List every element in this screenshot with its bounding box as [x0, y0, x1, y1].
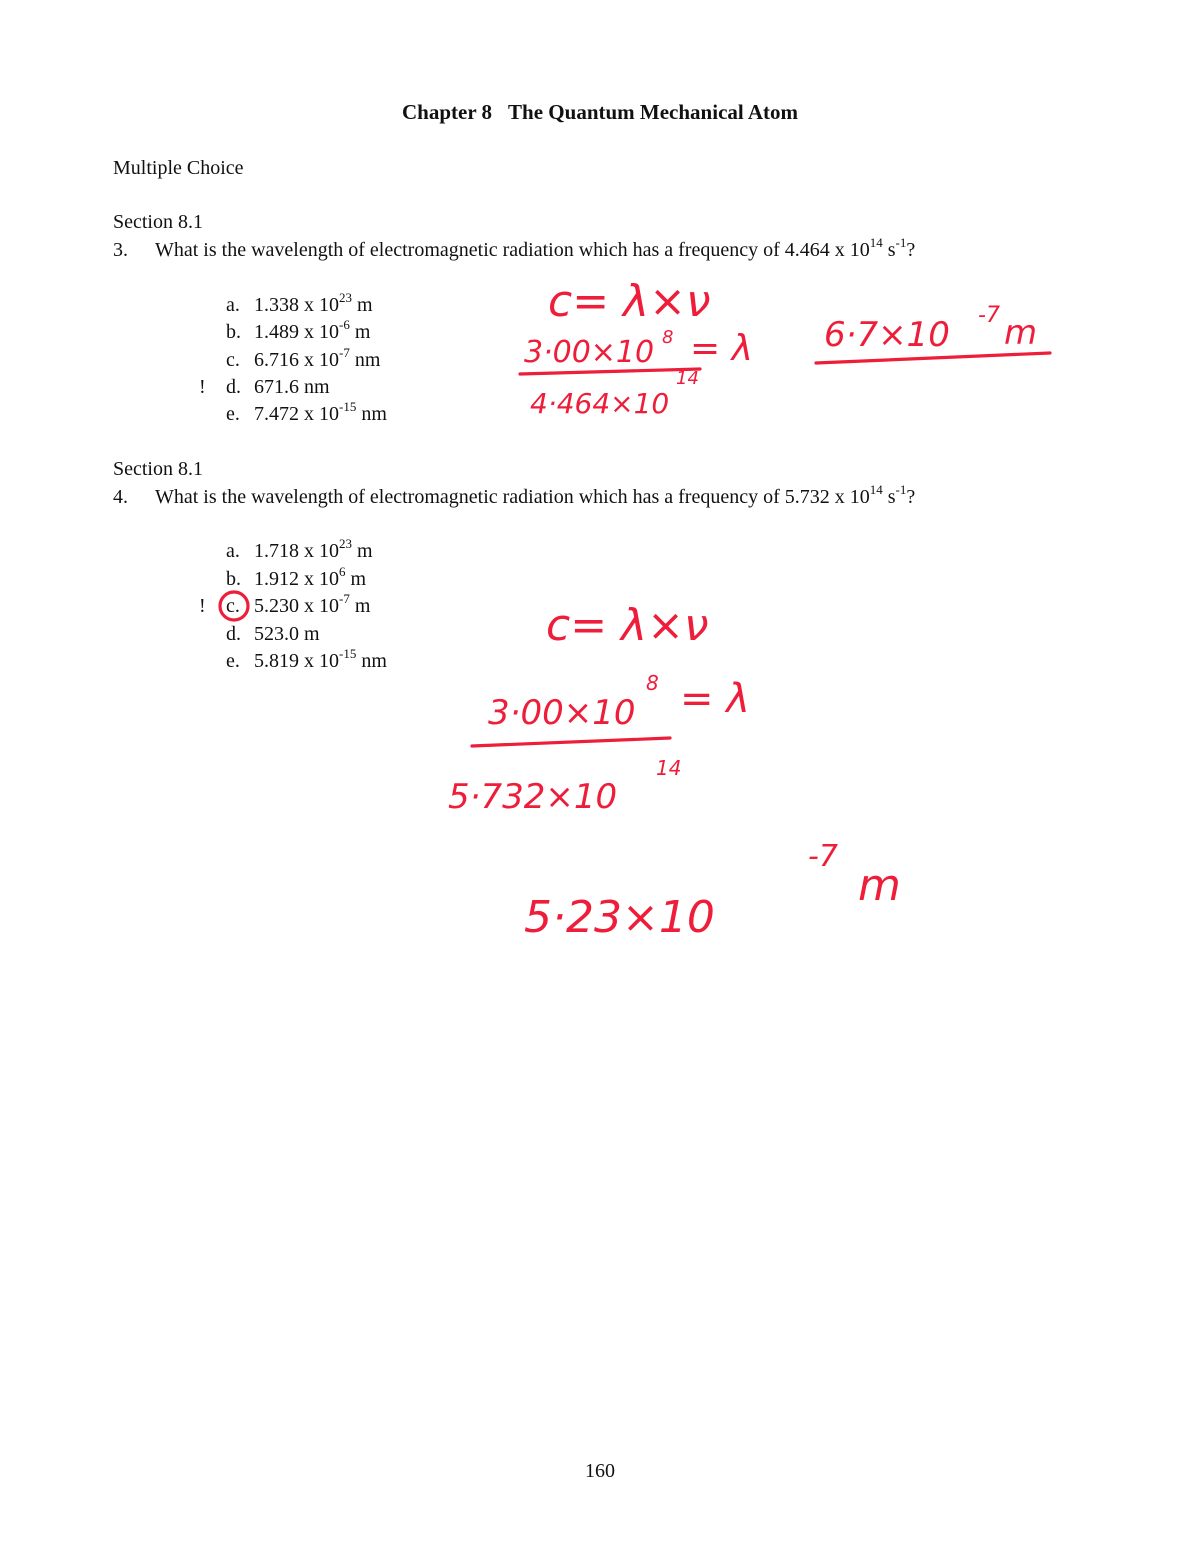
q4-hw-numerator-exp: 8 — [646, 671, 659, 695]
q4-prompt-unit: s — [882, 486, 896, 508]
q4-hw-answer: 5·23×10 — [524, 892, 715, 943]
q4-prompt-exp: 14 — [869, 482, 883, 498]
section-type-heading: Multiple Choice — [113, 157, 244, 179]
q3-hw-formula: c= λ×ν — [548, 276, 711, 327]
q3-hw-answer: 6·7×10 — [824, 315, 950, 355]
q3-prompt-text: What is the wavelength of electromagnetic radiation which has a frequency of 4.464 x 10 — [155, 239, 870, 261]
q3-hw-equals-lambda: = λ — [690, 328, 753, 369]
q4-option-d: d. 523.0 m — [226, 623, 320, 645]
q3-hw-answer-underline — [816, 353, 1050, 363]
chapter-number: Chapter 8 — [402, 100, 493, 124]
q4-section-label: Section 8.1 — [113, 458, 203, 480]
q3-hw-fraction-bar — [520, 369, 700, 374]
q3-option-d: d. 671.6 nm — [226, 376, 330, 398]
q3-prompt-exp: 14 — [869, 235, 883, 251]
q3-hw-numerator: 3·00×10 — [524, 335, 655, 370]
q4-prompt-text: What is the wavelength of electromagnetic radiation which has a frequency of 5.732 x 10 — [155, 486, 870, 508]
q3-option-a: a. 1.338 x $10^{23}$ m — [226, 290, 373, 316]
q4-answer-marker: ! — [199, 595, 206, 617]
chapter-name: The Quantum Mechanical Atom — [508, 100, 798, 124]
q4-option-b: b. 1.912 x $10^6$ m — [226, 564, 367, 590]
page-number: 160 — [585, 1460, 615, 1482]
q4-option-c: c. 5.230 x $10^{-7}$ m — [226, 591, 371, 617]
q3-option-e: e. 7.472 x $10^{-15}$ nm — [226, 399, 387, 425]
q3-prompt-exp2: -1 — [895, 235, 907, 251]
q3-section-label: Section 8.1 — [113, 211, 203, 233]
q3-hw-answer-unit: m — [1004, 313, 1038, 353]
chapter-title — [0, 100, 1200, 125]
q3-hw-numerator-exp: 8 — [662, 327, 674, 348]
q3-option-b: b. 1.489 x $10^{-6}$ m — [226, 317, 371, 343]
q3-option-c: c. 6.716 x $10^{-7}$ nm — [226, 345, 381, 371]
q4-option-a: a. 1.718 x $10^{23}$ m — [226, 536, 373, 562]
q4-hw-answer-exp: -7 — [808, 839, 838, 874]
q3-prompt-end: ? — [906, 239, 916, 261]
q4-hw-formula: c= λ×ν — [546, 600, 709, 651]
q4-hw-numerator: 3·00×10 — [488, 693, 636, 733]
q3-prompt — [113, 235, 916, 262]
q4-hw-equals-lambda: = λ — [680, 676, 750, 722]
q4-hw-denominator: 5·732×10 — [448, 777, 618, 817]
q4-prompt — [113, 482, 916, 509]
q4-hw-fraction-bar — [472, 738, 670, 746]
q3-hw-answer-exp: -7 — [978, 303, 1000, 328]
q4-number: 4. — [113, 486, 128, 508]
q3-number: 3. — [113, 239, 128, 261]
q4-prompt-exp2: -1 — [895, 482, 907, 498]
q3-answer-marker: ! — [199, 376, 206, 398]
q4-hw-denominator-exp: 14 — [656, 756, 682, 780]
q3-prompt-unit: s — [882, 239, 896, 261]
q3-hw-denominator: 4·464×10 — [530, 387, 670, 420]
q3-hw-denominator-exp: 14 — [676, 368, 699, 389]
q4-option-e: e. 5.819 x $10^{-15}$ nm — [226, 646, 387, 672]
q4-hw-answer-unit: m — [858, 860, 901, 911]
q4-prompt-end: ? — [906, 486, 916, 508]
